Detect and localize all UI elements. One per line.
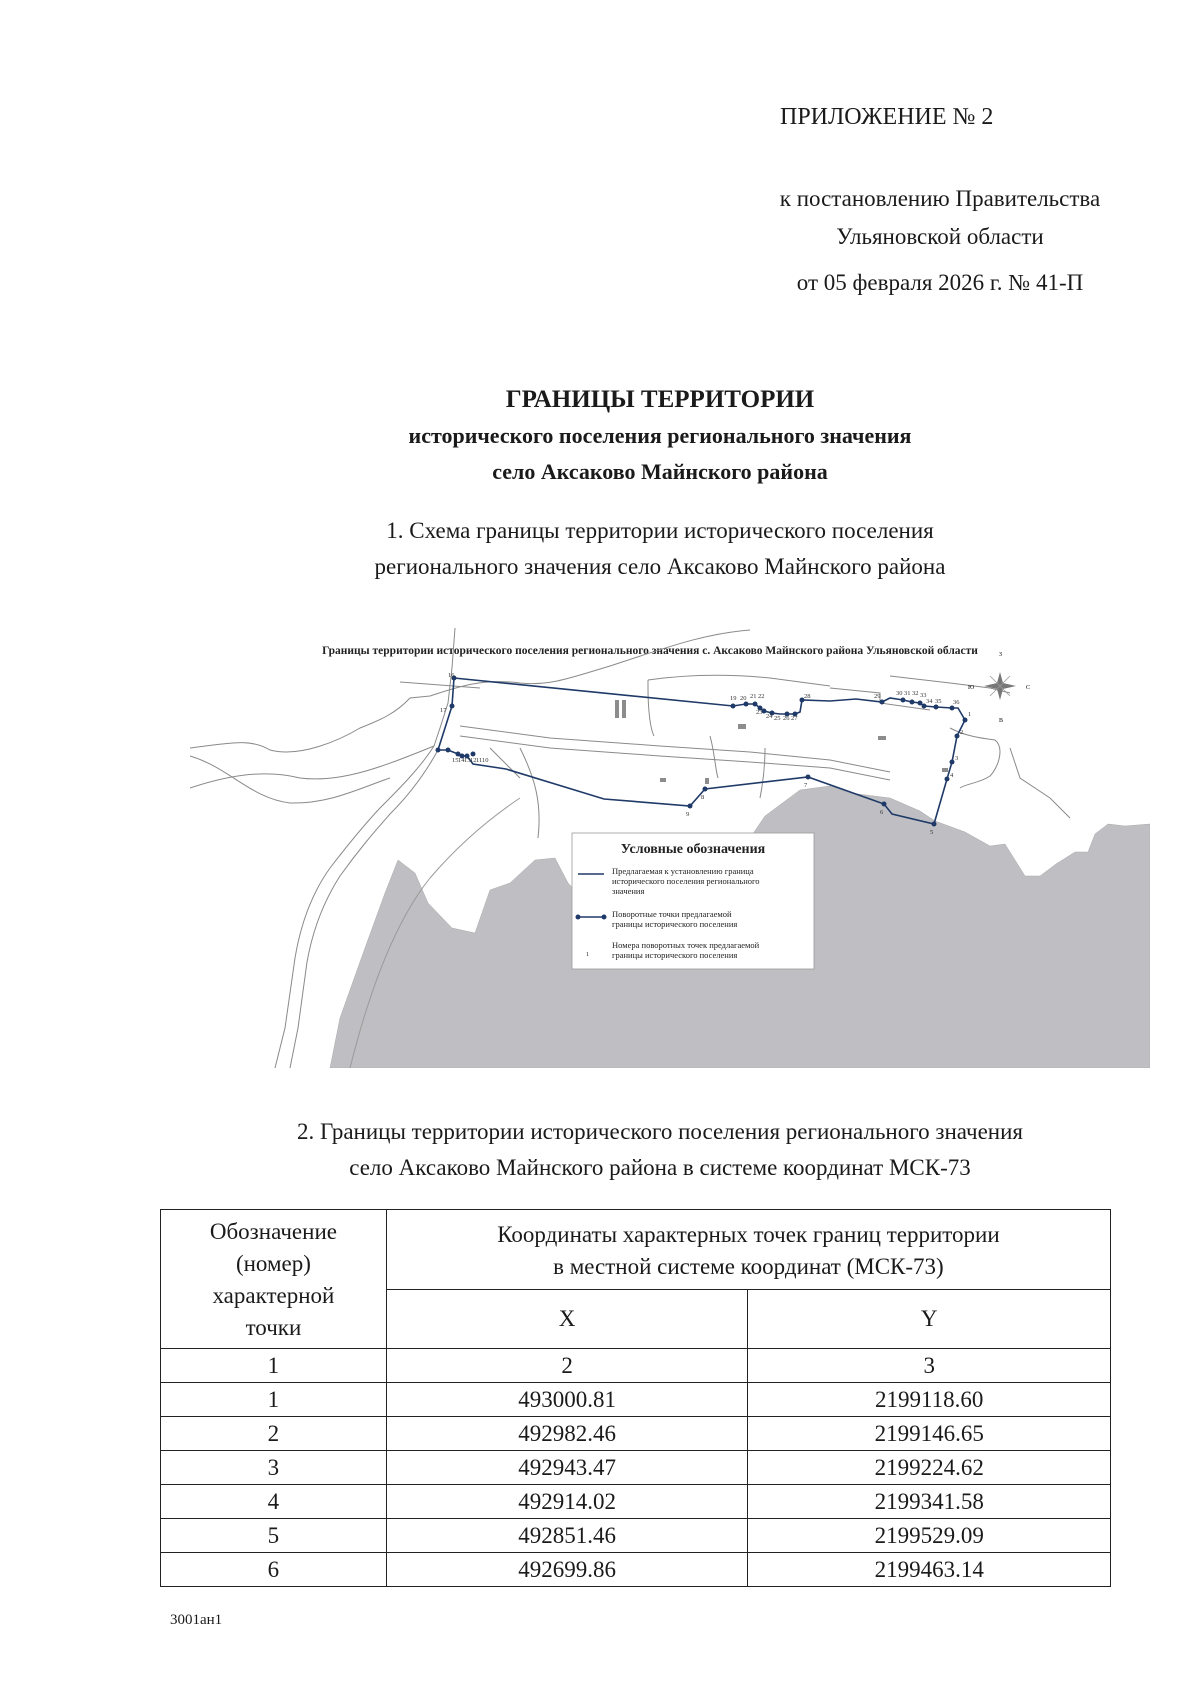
point-number: 2 [161,1417,387,1451]
y-header: Y [748,1290,1111,1349]
compass-letter: С [1026,685,1031,691]
coord-x: 492851.46 [386,1519,748,1553]
legend-text: значения [612,886,645,896]
point-label: 1 [968,711,972,718]
map-svg [190,628,1150,1068]
column-number: 3 [748,1349,1111,1383]
point-label: 19 [730,695,737,702]
point-label: 11 [476,757,483,764]
header-line: в местной системе координат (МСК-73) [553,1253,944,1279]
point-label: 2 [960,729,964,736]
title-line: село Аксаково Майнского района [492,459,828,484]
legend-number-symbol: 1 [586,952,589,958]
point-label: 9 [686,811,690,818]
section-line: село Аксаково Майнского района в системе координат МСК-73 [349,1155,971,1180]
point-label: 32 [912,690,919,697]
point-label: 30 [896,690,903,697]
section-2-heading [150,1114,1170,1186]
coord-x: 492943.47 [386,1451,748,1485]
section-line: 1. Схема границы территории исторического поселения [386,518,934,543]
resolution-reference [720,180,1160,302]
point-label: 8 [701,794,705,801]
coord-y: 2199146.65 [748,1417,1111,1451]
coord-y: 2199529.09 [748,1519,1111,1553]
resolution-line: к постановлению Правительства [779,186,1101,211]
point-label: 27 [791,715,798,722]
point-label: 26 [783,715,790,722]
coordinates-header [386,1210,1110,1290]
document-title [200,382,1120,490]
appendix-number: ПРИЛОЖЕНИЕ № 2 [780,104,994,130]
point-label: 14 [458,757,465,764]
point-label: 36 [953,699,960,706]
coord-x: 492914.02 [386,1485,748,1519]
buildings [615,700,948,784]
header-line: Обозначение [209,1219,337,1244]
point-number: 4 [161,1485,387,1519]
legend-text: исторического поселения регионального [612,876,760,886]
point-label: 3 [955,755,959,762]
section-line: регионального значения село Аксаково Майнского района [374,554,946,579]
point-number: 5 [161,1519,387,1553]
legend-point-symbol [576,915,581,920]
point-label: 5 [930,829,934,836]
point-label: 10 [482,757,489,764]
point-label: 29 [874,693,881,700]
compass-letter: Ю [968,685,975,691]
coord-y: 2199224.62 [748,1451,1111,1485]
point-label: 16 [448,672,455,679]
point-label: 22 [758,693,765,700]
table-row [161,1553,1111,1587]
point-label: 12 [470,757,477,764]
point-label: 25 [774,715,781,722]
resolution-line: Ульяновской области [836,224,1044,249]
point-label: 4 [950,772,954,779]
point-label: 13 [464,757,471,764]
resolution-date: от 05 февраля 2026 г. № 41-П [796,270,1084,295]
header-line: характерной [212,1283,335,1308]
table-row [161,1519,1111,1553]
section-1-heading [150,513,1170,585]
legend-text: границы исторического поселения [612,919,738,929]
compass-letter: В [999,718,1004,724]
coord-y: 2199118.60 [748,1383,1111,1417]
point-label: 35 [935,698,942,705]
table-row [161,1417,1111,1451]
map-title: Границы территории исторического поселения регионального значения с. Аксаково Майнского района Ульяновской области [322,645,978,657]
title-line: исторического поселения регионального значения [408,423,912,448]
point-label: 33 [920,692,927,699]
legend-text: границы исторического поселения [612,950,738,960]
coord-y: 2199341.58 [748,1485,1111,1519]
point-label: 28 [804,693,811,700]
table-row [161,1451,1111,1485]
legend-text: Предлагаемая к установлению граница [612,866,754,876]
point-label: 6 [880,809,884,816]
coord-x: 493000.81 [386,1383,748,1417]
coordinates-table [160,1209,1111,1587]
table-row [161,1383,1111,1417]
section-line: 2. Границы территории исторического поселения регионального значения [296,1119,1024,1144]
compass-icon [968,652,1030,724]
boundary-map [190,628,1150,1068]
column-number: 2 [386,1349,748,1383]
point-number: 3 [161,1451,387,1485]
point-number: 1 [161,1383,387,1417]
table-row [161,1485,1111,1519]
coord-x: 492699.86 [386,1553,748,1587]
point-label: 7 [804,782,808,789]
header-line: точки [245,1315,302,1340]
header-line: (номер) [235,1251,311,1276]
legend-title: Условные обозначения [620,842,766,857]
header-line: Координаты характерных точек границ территории [497,1221,1000,1247]
point-label: 24 [766,713,773,720]
point-number-header [161,1210,387,1349]
point-number: 6 [161,1553,387,1587]
point-label: 23 [756,709,763,716]
compass-letter: З [999,652,1003,658]
column-number: 1 [161,1349,387,1383]
title-line: ГРАНИЦЫ ТЕРРИТОРИИ [505,386,815,413]
legend-text: Номера поворотных точек предлагаемой [612,940,760,950]
point-label: 15 [452,757,459,764]
document-code: 3001ан1 [170,1612,223,1628]
coord-y: 2199463.14 [748,1553,1111,1587]
point-label: 31 [904,690,911,697]
map-legend [572,833,814,969]
x-header: X [386,1290,748,1349]
point-label: 34 [926,698,933,705]
point-label: 17 [440,707,447,714]
coord-x: 492982.46 [386,1417,748,1451]
point-label: 20 [740,695,747,702]
legend-text: Поворотные точки предлагаемой [612,909,732,919]
point-label: 21 [750,693,757,700]
